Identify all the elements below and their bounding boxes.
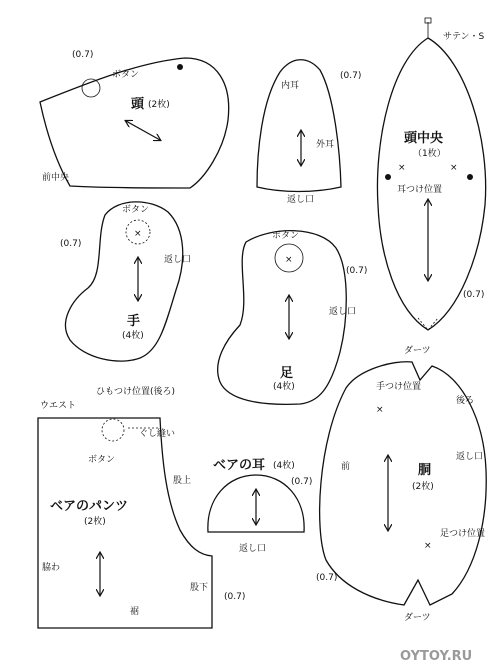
ear-return-label: 返し口 [287,195,315,205]
body-front-label: 前 [341,462,351,472]
head-title: 頭 [131,97,145,112]
body-x-bottom: × [424,541,432,551]
pants-outline [38,418,212,628]
bear-ear-count: (4枚) [273,461,295,471]
watermark: OYTOY.RU [400,649,473,664]
head-center-seam-allowance: (0.7) [463,290,485,300]
head-center-outline [377,38,485,330]
hand-seam-allowance: (0.7) [60,239,82,249]
body-dart-top: ダーツ [404,346,431,356]
pants-crotch-bottom: 股下 [190,583,209,593]
head-center-satin: サテン・S [443,32,485,42]
foot-seam-allowance: (0.7) [346,266,368,276]
head-center-ear-position: 耳つけ位置 [397,185,443,195]
ear-piece [257,60,361,205]
ear-outline [257,60,341,192]
foot-return-label: 返し口 [329,307,357,317]
hand-piece [60,202,191,361]
head-center-dot-right [467,174,473,180]
ear-outer-label: 外耳 [316,140,335,150]
body-seam-allowance: (0.7) [316,573,338,583]
body-x-top: × [376,405,384,415]
foot-count: (4枚) [273,382,295,392]
pants-count: (2枚) [84,517,106,527]
body-dart-bottom: ダーツ [404,613,431,623]
pants-string-position: ひもつけ位置(後ろ) [96,387,176,397]
head-seam-allowance: (0.7) [72,50,94,60]
head-piece [40,50,229,188]
body-back-label: 後ろ [456,396,475,406]
head-center-title: 頭中央 [404,131,444,146]
head-count: (2枚) [148,100,170,110]
foot-piece [218,230,368,404]
body-piece [316,345,486,623]
pants-waist-label: ウエスト [40,401,77,411]
pants-side-seam: 脇わ [42,563,61,573]
pants-hem: 裾 [130,607,140,617]
head-center-x-right: × [450,163,458,173]
head-button-label: ボタン [112,70,140,80]
head-center-front-label: 前中央 [42,173,70,183]
bear-ear-return-label: 返し口 [239,544,267,554]
bear-ear-title: ベアの耳 [213,458,266,473]
hand-title: 手 [127,314,141,329]
body-return-label: 返し口 [456,452,484,462]
pants-gather-label: ぐし縫い [139,429,176,439]
foot-button-x: × [285,255,293,265]
head-center-count: （1枚） [413,149,446,159]
body-title: 胴 [418,463,432,478]
ear-seam-allowance: (0.7) [340,71,362,81]
body-hand-position: 手つけ位置 [376,382,422,392]
hand-count: (4枚) [122,331,144,341]
hand-button-x: × [134,229,142,239]
head-center-dot-left [385,174,391,180]
pants-seam-allowance: (0.7) [224,592,246,602]
body-foot-position: 足つけ位置 [440,529,486,539]
head-dot [177,64,183,70]
pants-title: ベアのパンツ [50,499,129,514]
foot-button-label: ボタン [272,231,300,241]
body-count: (2枚) [412,482,434,492]
head-center-x-left: × [398,163,406,173]
hand-button-label: ボタン [122,205,150,215]
foot-title: 足 [280,366,294,381]
pants-crotch-top: 股上 [173,476,192,486]
head-center-piece [377,18,485,330]
pants-button-label: ボタン [88,455,116,465]
bear-ear-seam-allowance: (0.7) [291,477,313,487]
ear-inner-label: 内耳 [281,81,300,91]
bear-ear-piece [208,457,312,554]
hand-return-label: 返し口 [164,255,192,265]
